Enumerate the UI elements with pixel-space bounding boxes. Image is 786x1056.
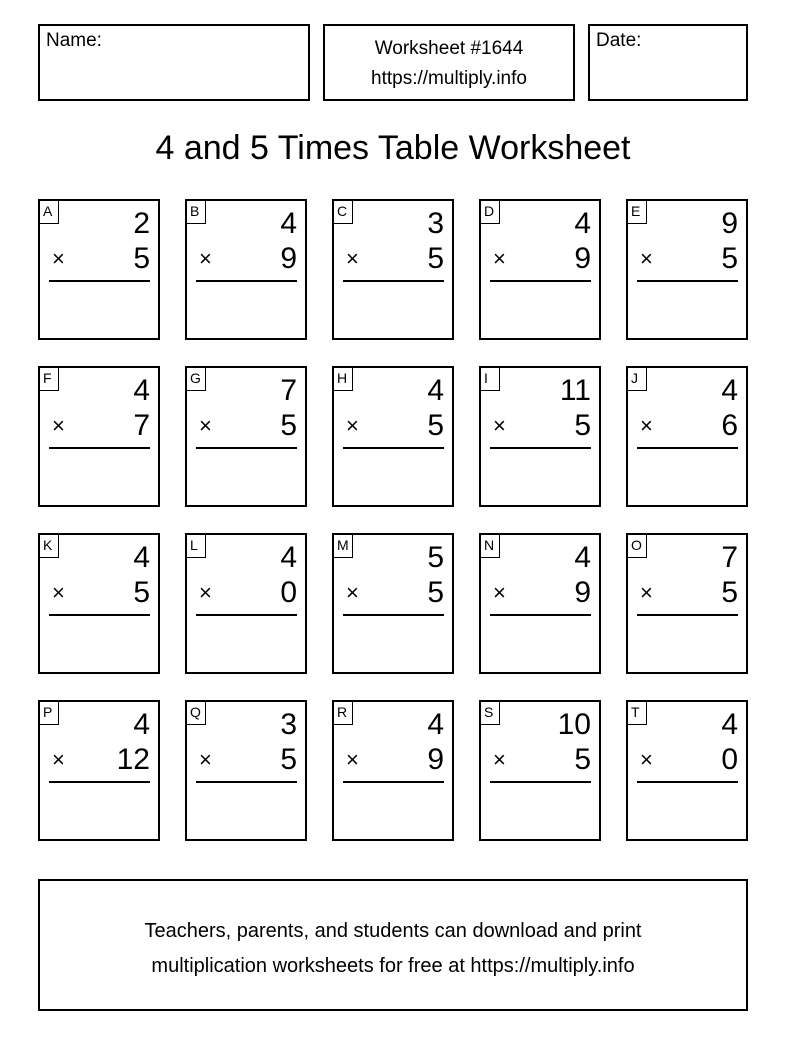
times-icon: × [199,413,212,438]
answer-area[interactable] [334,283,452,338]
multiplicand: 4 [133,541,150,574]
multiplier: 9 [427,743,444,776]
multiplicand: 9 [721,207,738,240]
problem-card[interactable] [185,700,307,841]
answer-line [196,280,297,282]
answer-line [196,447,297,449]
answer-line [343,280,444,282]
multiplier: 5 [721,242,738,275]
answer-area[interactable] [481,450,599,505]
answer-line [49,280,150,282]
times-icon: × [52,747,65,772]
multiplicand: 2 [133,207,150,240]
multiplicand: 4 [574,207,591,240]
answer-area[interactable] [628,784,746,839]
times-icon: × [52,580,65,605]
problem-label: G [186,367,206,391]
answer-line [49,447,150,449]
times-icon: × [493,246,506,271]
problem-card[interactable] [185,533,307,674]
times-icon: × [640,747,653,772]
problem-card[interactable] [479,533,601,674]
problem-label: F [39,367,59,391]
answer-area[interactable] [628,450,746,505]
problem-label: E [627,200,647,224]
answer-line [196,781,297,783]
times-icon: × [493,747,506,772]
problem-card[interactable] [479,199,601,340]
times-icon: × [52,246,65,271]
multiplier: 9 [574,576,591,609]
answer-line [637,447,738,449]
multiplier: 5 [721,576,738,609]
multiplier: 5 [574,409,591,442]
problem-card[interactable] [626,199,748,340]
multiplicand: 10 [557,708,591,741]
problem-card[interactable] [38,366,160,507]
answer-line [490,781,591,783]
problem-label: M [333,534,353,558]
times-icon: × [346,580,359,605]
multiplier: 0 [721,743,738,776]
problem-card[interactable] [185,366,307,507]
problem-card[interactable] [479,700,601,841]
problem-label: R [333,701,353,725]
multiplier: 0 [280,576,297,609]
footer-box [38,879,748,1011]
problem-card[interactable] [332,700,454,841]
answer-area[interactable] [334,450,452,505]
problem-card[interactable] [38,533,160,674]
times-icon: × [493,580,506,605]
multiplicand: 3 [427,207,444,240]
date-label: Date: [596,30,642,51]
multiplicand: 4 [427,374,444,407]
footer-text [40,914,746,984]
multiplier: 5 [280,743,297,776]
answer-area[interactable] [40,784,158,839]
problem-label: S [480,701,500,725]
answer-line [343,447,444,449]
answer-line [49,781,150,783]
answer-area[interactable] [628,283,746,338]
problem-label: A [39,200,59,224]
answer-area[interactable] [187,617,305,672]
name-label: Name: [46,30,102,51]
problem-label: O [627,534,647,558]
answer-area[interactable] [334,617,452,672]
answer-area[interactable] [40,450,158,505]
problem-label: B [186,200,206,224]
multiplicand: 5 [427,541,444,574]
problem-label: H [333,367,353,391]
problem-label: N [480,534,500,558]
name-field[interactable] [38,24,310,101]
answer-line [490,280,591,282]
answer-area[interactable] [187,784,305,839]
multiplicand: 4 [133,374,150,407]
problem-label: C [333,200,353,224]
multiplicand: 3 [280,708,297,741]
multiplicand: 4 [133,708,150,741]
worksheet-url: https://multiply.info [371,68,527,89]
footer-line-1: Teachers, parents, and students can download and print [144,920,642,942]
problem-label: P [39,701,59,725]
answer-area[interactable] [40,283,158,338]
answer-line [490,447,591,449]
problem-label: I [480,367,500,391]
multiplicand: 4 [280,207,297,240]
answer-area[interactable] [481,784,599,839]
answer-area[interactable] [334,784,452,839]
problem-label: T [627,701,647,725]
problem-card[interactable] [626,700,748,841]
multiplier: 5 [427,576,444,609]
date-field[interactable] [588,24,748,101]
multiplier: 5 [133,242,150,275]
times-icon: × [199,747,212,772]
multiplicand: 4 [280,541,297,574]
problem-card[interactable] [332,366,454,507]
times-icon: × [199,580,212,605]
page-title: 4 and 5 Times Table Worksheet [155,129,631,167]
times-icon: × [493,413,506,438]
multiplicand: 7 [721,541,738,574]
times-icon: × [640,413,653,438]
times-icon: × [346,747,359,772]
problem-card[interactable] [38,199,160,340]
multiplier: 5 [280,409,297,442]
footer-line-2: multiplication worksheets for free at https://multiply.info [151,955,635,977]
problem-label: K [39,534,59,558]
answer-line [343,614,444,616]
answer-line [637,280,738,282]
answer-area[interactable] [628,617,746,672]
problem-card[interactable] [38,700,160,841]
multiplicand: 4 [721,708,738,741]
times-icon: × [346,246,359,271]
times-icon: × [199,246,212,271]
problem-label: L [186,534,206,558]
problem-label: Q [186,701,206,725]
times-icon: × [640,246,653,271]
problem-card[interactable] [332,199,454,340]
multiplicand: 4 [574,541,591,574]
problem-card[interactable] [626,533,748,674]
answer-line [637,781,738,783]
answer-area[interactable] [40,617,158,672]
multiplier: 5 [427,409,444,442]
multiplicand: 7 [280,374,297,407]
problem-card[interactable] [479,366,601,507]
multiplicand: 11 [559,374,591,407]
times-icon: × [640,580,653,605]
answer-line [637,614,738,616]
problem-card[interactable] [332,533,454,674]
multiplicand: 4 [427,708,444,741]
worksheet-info-box [323,24,575,101]
answer-line [490,614,591,616]
answer-line [196,614,297,616]
answer-area[interactable] [187,450,305,505]
worksheet-number: Worksheet #1644 [374,38,524,59]
answer-line [49,614,150,616]
answer-line [343,781,444,783]
times-icon: × [52,413,65,438]
problem-card[interactable] [185,199,307,340]
multiplier: 5 [133,576,150,609]
problem-card[interactable] [626,366,748,507]
problem-label: D [480,200,500,224]
multiplier: 5 [427,242,444,275]
multiplier: 9 [280,242,297,275]
times-icon: × [346,413,359,438]
multiplier: 9 [574,242,591,275]
answer-area[interactable] [481,617,599,672]
multiplier: 12 [116,743,150,776]
multiplier: 5 [574,743,591,776]
multiplier: 6 [721,409,738,442]
answer-area[interactable] [187,283,305,338]
multiplier: 7 [133,409,150,442]
problem-label: J [627,367,647,391]
answer-area[interactable] [481,283,599,338]
multiplicand: 4 [721,374,738,407]
